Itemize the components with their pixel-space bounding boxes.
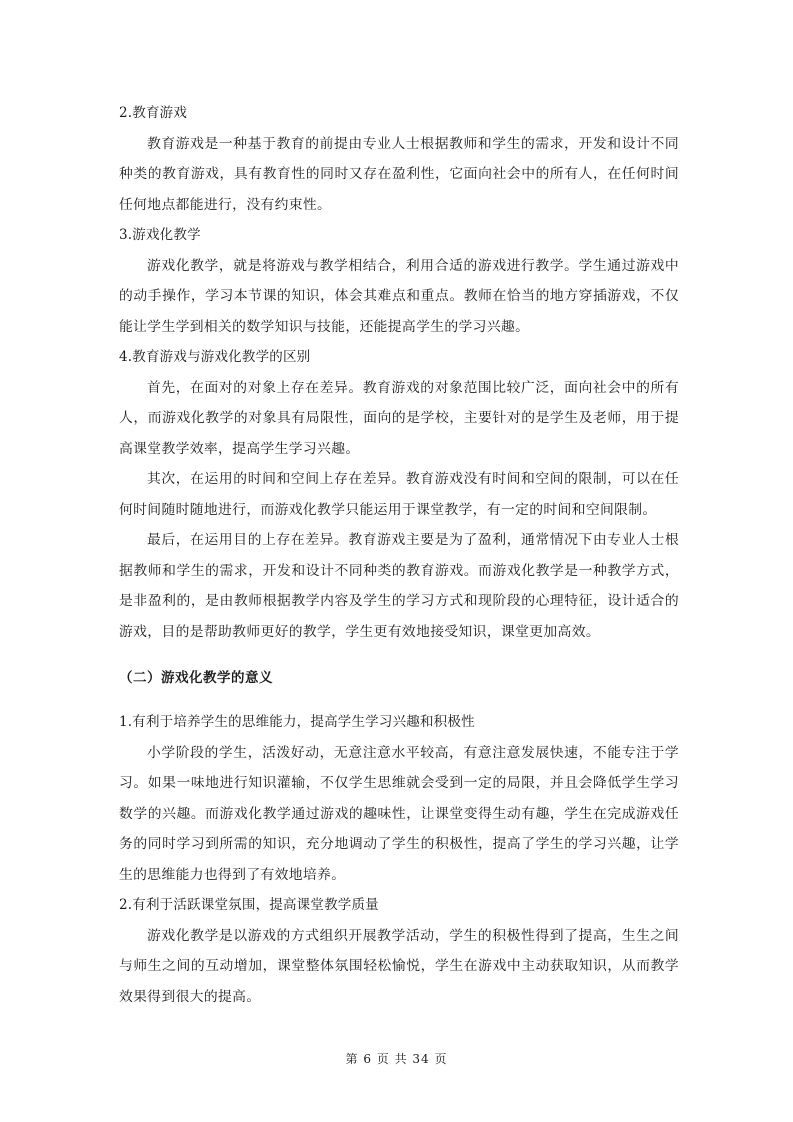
paragraph-difference-target: 首先，在面对的对象上存在差异。教育游戏的对象范围比较广泛，面向社会中的所有人，而游戏化教学的对象具有局限性，面向的是学校，主要针对的是学生及老师，用于提高课堂教学效率，提高学生学习兴趣。 bbox=[119, 379, 679, 457]
subheading-classroom-atmosphere: 2.有利于活跃课堂氛围，提高课堂教学质量 bbox=[119, 897, 379, 913]
subheading-educational-games: 2.教育游戏 bbox=[119, 105, 188, 121]
paragraph-difference-purpose: 最后，在运用目的上存在差异。教育游戏主要是为了盈利，通常情况下由专业人士根据教师和学生的需求，开发和设计不同种类的教育游戏。而游戏化教学是一种教学方式，是非盈利的，是由教师根据教学内容及学生的学习方式和现阶段的心理特征，设计适合的游戏，目的是帮助教师更好的教学，学生更有效地接受知识，课堂更加高效。 bbox=[119, 532, 679, 640]
paragraph-classroom-atmosphere: 游戏化教学是以游戏的方式组织开展教学活动，学生的积极性得到了提高，生生之间与师生之间的互动增加，课堂整体氛围轻松愉悦，学生在游戏中主动获取知识，从而教学效果得到很大的提高。 bbox=[119, 927, 679, 1005]
page-content bbox=[119, 98, 679, 1012]
paragraph-thinking-ability: 小学阶段的学生，活泼好动，无意注意水平较高，有意注意发展快速，不能专注于学习。如果一味地进行知识灌输，不仅学生思维就会受到一定的局限，并且会降低学生学习数学的兴趣。而游戏化教学通过游戏的趣味性，让课堂变得生动有趣，学生在完成游戏任务的同时学习到所需的知识，充分地调动了学生的积极性，提高了学生的学习兴趣，让学生的思维能力也得到了有效地培养。 bbox=[119, 744, 679, 883]
paragraph-gamified-teaching-definition: 游戏化教学，就是将游戏与教学相结合，利用合适的游戏进行教学。学生通过游戏中的动手操作，学习本节课的知识，体会其难点和重点。教师在恰当的地方穿插游戏，不仅能让学生学到相关的数学知识与技能，还能提高学生的学习兴趣。 bbox=[119, 257, 679, 335]
subheading-thinking-ability: 1.有利于培养学生的思维能力，提高学生学习兴趣和积极性 bbox=[119, 714, 475, 730]
subheading-gamified-teaching: 3.游戏化教学 bbox=[119, 227, 201, 243]
section-title-significance: （二）游戏化教学的意义 bbox=[119, 670, 273, 686]
paragraph-difference-time-space: 其次，在运用的时间和空间上存在差异。教育游戏没有时间和空间的限制，可以在任何时间随时随地进行，而游戏化教学只能运用于课堂教学，有一定的时间和空间限制。 bbox=[119, 471, 679, 518]
page-number-footer: 第 6 页 共 34 页 bbox=[345, 1052, 448, 1066]
paragraph-educational-games-definition: 教育游戏是一种基于教育的前提由专业人士根据教师和学生的需求，开发和设计不同种类的教育游戏，具有教育性的同时又存在盈利性，它面向社会中的所有人，在任何时间任何地点都能进行，没有约束性。 bbox=[119, 135, 679, 213]
subheading-differences: 4.教育游戏与游戏化教学的区别 bbox=[119, 349, 311, 365]
